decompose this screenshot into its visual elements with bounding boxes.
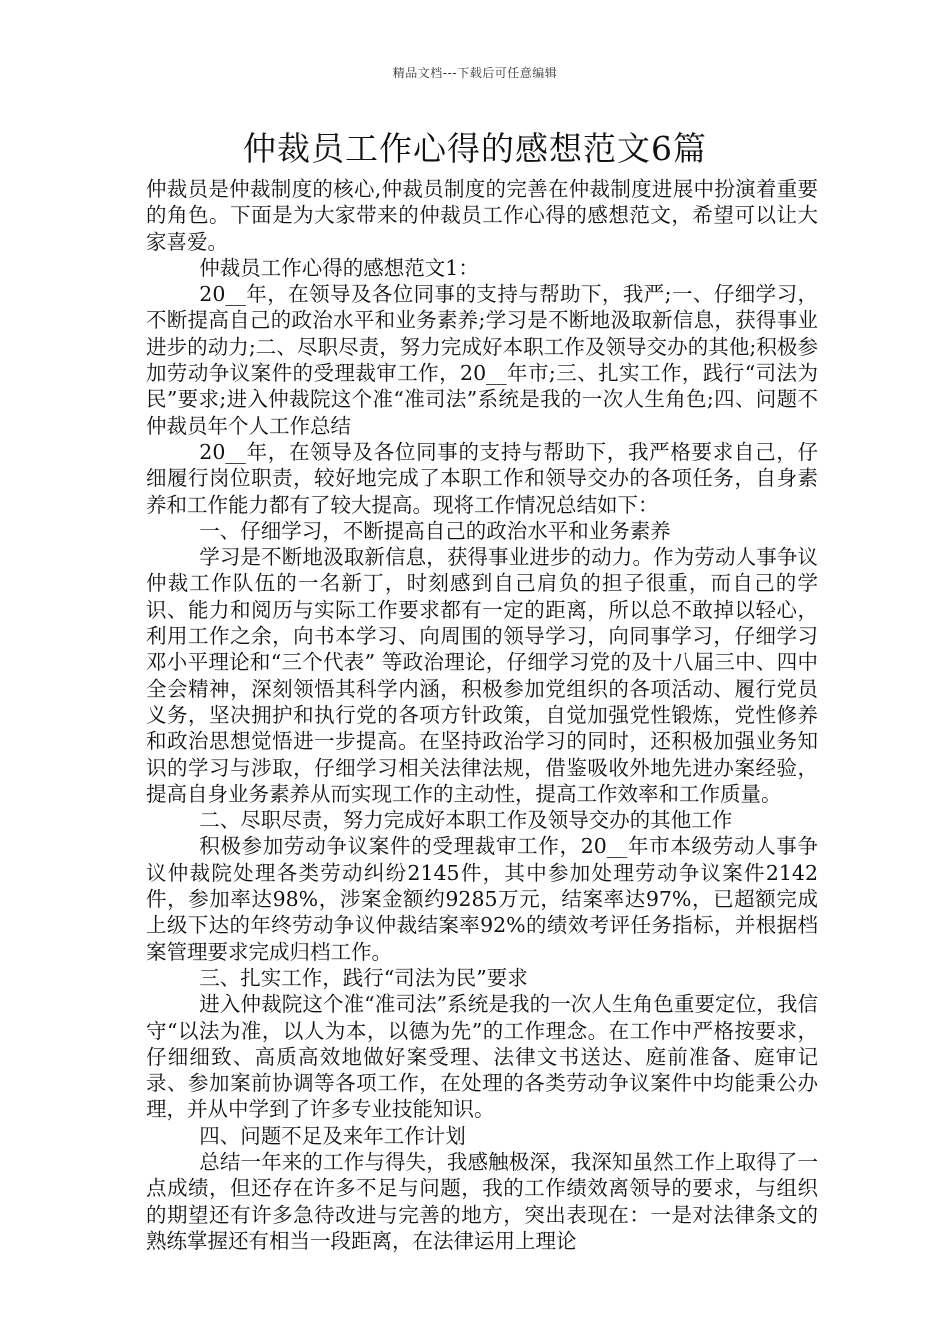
paragraph-role: 进入仲裁院这个准“准司法”系统是我的一次人生角色重要定位，我信守“以法为准，以人为本，以德为先”的工作理念。在工作中严格按要求，仔细细致、高质高效地做好案受理、法律文书送达、庭前准备、庭审记录、参加案前协调等各项工作，在处理的各类劳动争议案件中均能秉公办理，并从中学到了许多专业技能知识。 bbox=[146, 992, 818, 1122]
paragraph-heading-4: 四、问题不足及来年工作计划 bbox=[199, 1123, 466, 1148]
paragraph-heading-1: 一、仔细学习，不断提高自己的政治水平和业务素养 bbox=[199, 518, 671, 543]
paragraph-summary: 20__年，在领导及各位同事的支持与帮助下，我严;一、仔细学习，不断提高自己的政治水平和业务素养;学习是不断地汲取新信息，获得事业进步的动力;二、尽职尽责，努力完成好本职工作及领导交办的其他;积极参加劳动争议案件的受理裁审工作，20__年市;三、扎实工作，践行“司法为民”要求;进入仲裁院这个准“准司法”系统是我的一次人生角色;四、问题不仲裁员年个人工作总结 bbox=[146, 282, 818, 438]
document-title: 仲裁员工作心得的感想范文6篇 bbox=[243, 129, 707, 168]
paragraph-intro: 仲裁员是仲裁制度的核心,仲裁员制度的完善在仲裁制度进展中扮演着重要的角色。下面是为大家带来的仲裁员工作心得的感想范文，希望可以让大家喜爱。 bbox=[146, 177, 818, 254]
paragraph-heading-3: 三、扎实工作，践行“司法为民”要求 bbox=[199, 965, 528, 990]
paragraph-shortcomings: 总结一年来的工作与得失，我感触极深，我深知虽然工作上取得了一点成绩，但还存在许多不足与问题，我的工作绩效离领导的要求，与组织的期望还有许多急待改进与完善的地方，突出表现在：一是对法律条文的熟练掌握还有相当一段距离，在法律运用上理论 bbox=[146, 1149, 818, 1253]
page-header: 精品文档---下载后可任意编辑 bbox=[392, 66, 558, 80]
document-body bbox=[146, 176, 818, 1254]
paragraph-heading-2: 二、尽职尽责，努力完成好本职工作及领导交办的其他工作 bbox=[199, 808, 733, 833]
paragraph-overview: 20__年，在领导及各位同事的支持与帮助下，我严格要求自己，仔细履行岗位职责，较好地完成了本职工作和领导交办的各项任务，自身素养和工作能力都有了较大提高。现将工作情况总结如下： bbox=[146, 439, 818, 517]
paragraph-cases: 积极参加劳动争议案件的受理裁审工作，20__年市本级劳动人事争议仲裁院处理各类劳动纠纷2145件，其中参加处理劳动争议案件2142件，参加率达98%，涉案金额约9285万元，结案率达97%，已超额完成上级下达的年终劳动争议仲裁结案率92%的绩效考评任务指标，并根据档案管理要求完成归档工作。 bbox=[146, 834, 818, 964]
paragraph-section-heading: 仲裁员工作心得的感想范文1： bbox=[199, 255, 479, 280]
paragraph-study: 学习是不断地汲取新信息，获得事业进步的动力。作为劳动人事争议仲裁工作队伍的一名新丁，时刻感到自己肩负的担子很重，而自己的学识、能力和阅历与实际工作要求都有一定的距离，所以总不敢掉以轻心，利用工作之余，向书本学习、向周围的领导学习，向同事学习，仔细学习邓小平理论和“三个代表” 等政治理论，仔细学习党的及十八届三中、四中全会精神，深刻领悟其科学内涵，积极参加党组织的各项活动、履行党员义务，坚决拥护和执行党的各项方针政策，自觉加强党性锻炼，党性修养和政治思想觉悟进一步提高。在坚持政治学习的同时，还积极加强业务知识的学习与涉取，仔细学习相关法律法规，借鉴吸收外地先进办案经验，提高自身业务素养从而实现工作的主动性，提高工作效率和工作质量。 bbox=[146, 545, 818, 806]
